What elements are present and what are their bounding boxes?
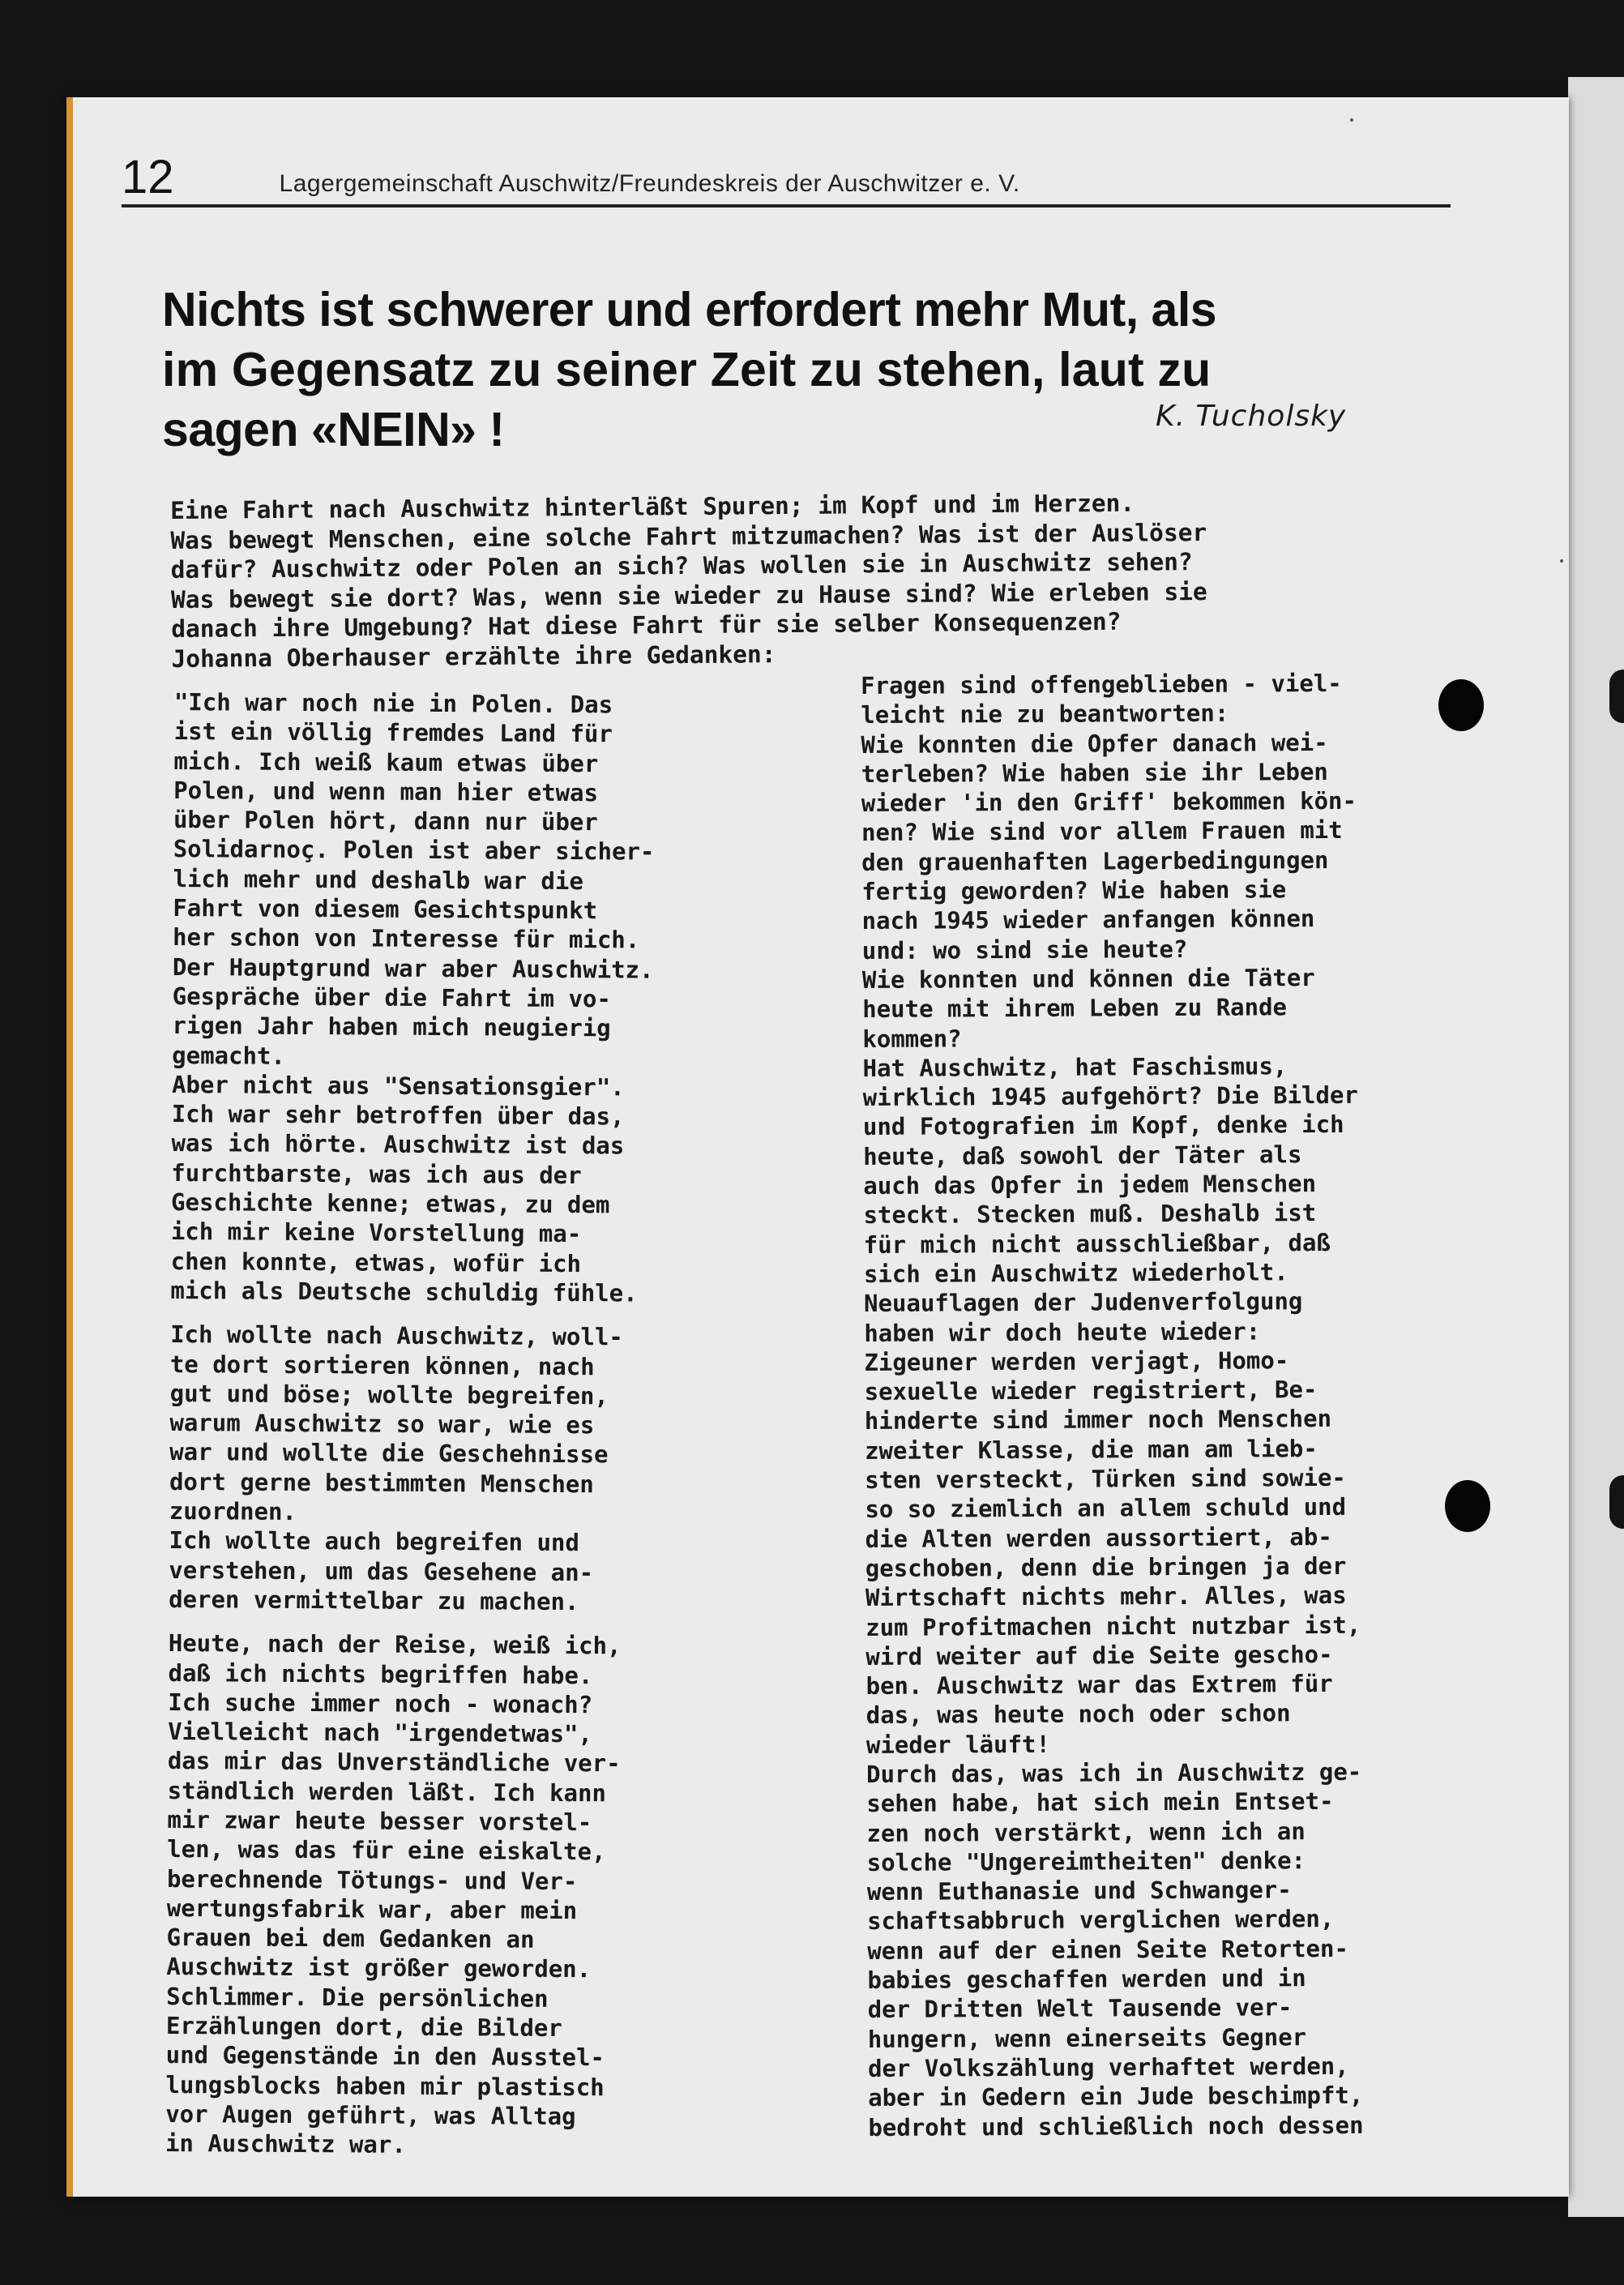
text-line: über Polen hört, dann nur über <box>173 806 598 837</box>
text-line: her schon von Interesse für mich. <box>173 923 640 954</box>
text-line: Ich suche immer noch - wonach? <box>168 1688 593 1718</box>
text-line: Ich war sehr betroffen über das, <box>171 1100 625 1131</box>
text-line: der Dritten Welt Tausende ver- <box>867 1993 1293 2024</box>
text-line: heute mit ihrem Leben zu Rande <box>862 993 1288 1024</box>
text-line: dort gerne bestimmten Menschen <box>169 1467 594 1498</box>
text-line: vor Augen geführt, was Alltag <box>165 2099 576 2131</box>
text-line: zuordnen. <box>169 1496 297 1525</box>
text-line: der Volkszählung verhaftet werden, <box>867 2052 1349 2082</box>
text-line: deren vermittelbar zu machen. <box>169 1585 579 1615</box>
intro-paragraph <box>170 486 1468 674</box>
headline-line: Nichts ist schwerer und erfordert mehr Mut, als <box>162 283 1217 336</box>
text-line: zen noch verstärkt, wenn ich an <box>866 1816 1306 1847</box>
text-line: Heute, nach der Reise, weiß ich, <box>168 1629 622 1660</box>
text-line: sexuelle wieder registriert, Be- <box>864 1376 1318 1406</box>
text-line: nach 1945 wieder anfangen können <box>861 905 1315 935</box>
text-line: steckt. Stecken muß. Deshalb ist <box>863 1199 1317 1230</box>
text-line: dafür? Auschwitz oder Polen an sich? Was wollen sie in Auschwitz sehen? <box>170 548 1193 584</box>
text-line: in Auschwitz war. <box>165 2129 406 2159</box>
text-line: solche "Ungereimtheiten" denke: <box>866 1846 1306 1876</box>
text-line: geschoben, denn die bringen ja der <box>865 1551 1347 1582</box>
text-line: lungsblocks haben mir plastisch <box>165 2070 605 2101</box>
text-line: te dort sortieren können, nach <box>169 1350 595 1380</box>
text-line: Ich wollte auch begreifen und <box>169 1526 579 1557</box>
text-line: Grauen bei dem Gedanken an <box>166 1923 535 1953</box>
punch-hole <box>1438 679 1484 731</box>
text-line: leicht nie zu beantworten: <box>861 699 1229 730</box>
next-page-edge <box>1568 77 1624 2217</box>
text-line: hinderte sind immer noch Menschen <box>864 1405 1332 1436</box>
text-line: Gespräche über die Fahrt im vo- <box>172 982 612 1013</box>
text-line: mich. Ich weiß kaum etwas über <box>173 747 599 777</box>
text-line: furchtbarste, was ich aus der <box>171 1158 582 1189</box>
text-line: aber in Gedern ein Jude beschimpft, <box>868 2082 1364 2112</box>
text-line: sehen habe, hat sich mein Entset- <box>866 1787 1334 1818</box>
text-line: babies geschaffen werden und in <box>867 1964 1306 1995</box>
text-line: Wie konnten und können die Täter <box>861 964 1315 994</box>
text-line: wieder läuft! <box>865 1730 1051 1759</box>
text-line: die Alten werden aussortiert, ab- <box>865 1522 1332 1553</box>
text-line: ben. Auschwitz war das Extrem für <box>865 1670 1333 1701</box>
text-line: wenn auf der einen Seite Retorten- <box>867 1934 1348 1965</box>
text-line: Auschwitz ist größer geworden. <box>166 1953 592 1983</box>
text-line: und Gegenstände in den Ausstel- <box>165 2041 605 2072</box>
next-page-hole <box>1609 670 1624 723</box>
text-line: lich mehr und deshalb war die <box>173 864 583 895</box>
text-line: Eine Fahrt nach Auschwitz hinterläßt Spuren; im Kopf und im Herzen. <box>170 489 1135 524</box>
text-line: war und wollte die Geschehnisse <box>169 1438 609 1469</box>
text-line: Schlimmer. Die persönlichen <box>166 1982 549 2013</box>
text-line: und: wo sind sie heute? <box>861 935 1188 965</box>
text-line: Hat Auschwitz, hat Faschismus, <box>862 1052 1288 1082</box>
text-line: "Ich war noch nie in Polen. Das <box>173 688 613 719</box>
text-line: auch das Opfer in jedem Menschen <box>863 1170 1317 1200</box>
text-line: und Fotografien im Kopf, denke ich <box>862 1110 1344 1141</box>
text-line: zweiter Klasse, die man am lieb- <box>864 1434 1318 1465</box>
text-line: Wirtschaft nichts mehr. Alles, was <box>865 1581 1347 1612</box>
text-line: Aber nicht aus "Sensationsgier". <box>171 1070 625 1102</box>
punch-hole <box>1445 1480 1490 1532</box>
text-line: Polen, und wenn man hier etwas <box>173 776 599 807</box>
text-line: Vielleicht nach "irgendetwas", <box>168 1718 593 1748</box>
text-line: wenn Euthanasie und Schwanger- <box>866 1876 1292 1906</box>
text-line: bedroht und schließlich noch dessen <box>868 2111 1364 2142</box>
text-line: sich ein Auschwitz wiederholt. <box>863 1258 1289 1288</box>
text-line: Neuauflagen der Judenverfolgung <box>863 1287 1303 1318</box>
text-line: Wie konnten die Opfer danach wei- <box>861 728 1328 759</box>
left-text-column <box>165 687 656 2161</box>
page-header <box>122 151 1451 208</box>
text-line: das, was heute noch oder schon <box>865 1699 1291 1730</box>
page-number: 12 <box>122 151 174 203</box>
text-line: daß ich nichts begriffen habe. <box>168 1658 593 1689</box>
text-line: mich als Deutsche schuldig fühle. <box>170 1276 638 1307</box>
text-line: gemacht. <box>172 1041 286 1070</box>
text-line: fertig geworden? Wie haben sie <box>861 875 1287 906</box>
text-line: haben wir doch heute wieder: <box>864 1316 1261 1347</box>
text-line: das mir das Unverständliche ver- <box>167 1747 621 1778</box>
publisher-line: Lagergemeinschaft Auschwitz/Freundeskreis der Auschwitzer e. V. <box>279 170 1020 197</box>
text-line: mir zwar heute besser vorstel- <box>167 1805 592 1837</box>
headline-line: sagen «NEIN» ! <box>162 403 505 456</box>
text-line: Ich wollte nach Auschwitz, woll- <box>170 1320 623 1351</box>
text-line: Geschichte kenne; etwas, zu dem <box>171 1188 610 1219</box>
text-line: so so ziemlich an allem schuld und <box>865 1493 1347 1524</box>
right-text-column <box>861 669 1364 2142</box>
text-line: gut und böse; wollte begreifen, <box>169 1379 609 1410</box>
text-line: Fahrt von diesem Gesichtspunkt <box>173 894 598 925</box>
paper-speck <box>1350 118 1353 122</box>
quote-author-signature: K. Tucholsky <box>1156 400 1347 433</box>
text-line: chen konnte, etwas, wofür ich <box>170 1247 582 1277</box>
text-line: für mich nicht ausschließbar, daß <box>863 1228 1331 1259</box>
text-line: sten versteckt, Türken sind sowie- <box>865 1463 1346 1495</box>
text-line: berechnende Tötungs- und Ver- <box>166 1864 578 1895</box>
text-line: Johanna Oberhauser erzählte ihre Gedanken: <box>171 640 776 673</box>
text-line: Solidarnoç. Polen ist aber sicher- <box>173 835 655 867</box>
text-line: Erzählungen dort, die Bilder <box>165 2012 562 2043</box>
text-line: wird weiter auf die Seite gescho- <box>865 1640 1333 1671</box>
text-line: zum Profitmachen nicht nutzbar ist, <box>865 1611 1361 1641</box>
text-line: wertungsfabrik war, aber mein <box>166 1893 578 1924</box>
next-page-hole <box>1609 1475 1624 1529</box>
text-line: Der Hauptgrund war aber Auschwitz. <box>172 952 654 984</box>
text-line: len, was das für eine eiskalte, <box>167 1835 606 1866</box>
text-line: wirklich 1945 aufgehört? Die Bilder <box>862 1080 1358 1112</box>
text-line: Was bewegt sie dort? Was, wenn sie wieder zu Hause sind? Wie erleben sie <box>170 577 1207 614</box>
text-line: rigen Jahr haben mich neugierig <box>172 1012 611 1042</box>
text-line: hungern, wenn einerseits Gegner <box>867 2022 1307 2053</box>
text-line: nen? Wie sind vor allem Frauen mit <box>861 816 1343 847</box>
text-line: wieder 'in den Griff' bekommen kön- <box>861 786 1357 818</box>
text-line: danach ihre Umgebung? Hat diese Fahrt für sie selber Konsequenzen? <box>171 607 1122 643</box>
text-line: Zigeuner werden verjagt, Homo- <box>864 1346 1289 1376</box>
headline-line: im Gegensatz zu seiner Zeit zu stehen, laut zu <box>162 343 1212 396</box>
text-line: ist ein völlig fremdes Land für <box>173 717 613 748</box>
text-line: Fragen sind offengeblieben - viel- <box>861 669 1342 700</box>
text-line: terleben? Wie haben sie ihr Leben <box>861 757 1328 788</box>
paper-speck <box>1560 559 1563 563</box>
text-line: schaftsabbruch verglichen werden, <box>866 1905 1335 1936</box>
text-line: den grauenhaften Lagerbedingungen <box>861 845 1329 876</box>
text-line: ständlich werden läßt. Ich kann <box>167 1776 607 1807</box>
text-line: ich mir keine Vorstellung ma- <box>170 1217 582 1248</box>
text-line: verstehen, um das Gesehene an- <box>169 1555 594 1586</box>
text-line: Was bewegt Menschen, eine solche Fahrt mitzumachen? Was ist der Auslöser <box>170 518 1207 554</box>
text-line: kommen? <box>862 1024 962 1053</box>
text-line: was ich hörte. Auschwitz ist das <box>171 1129 625 1160</box>
text-line: heute, daß sowohl der Täter als <box>863 1140 1302 1170</box>
text-line: Durch das, was ich in Auschwitz ge- <box>866 1757 1362 1788</box>
text-line: warum Auschwitz so war, wie es <box>169 1409 595 1440</box>
